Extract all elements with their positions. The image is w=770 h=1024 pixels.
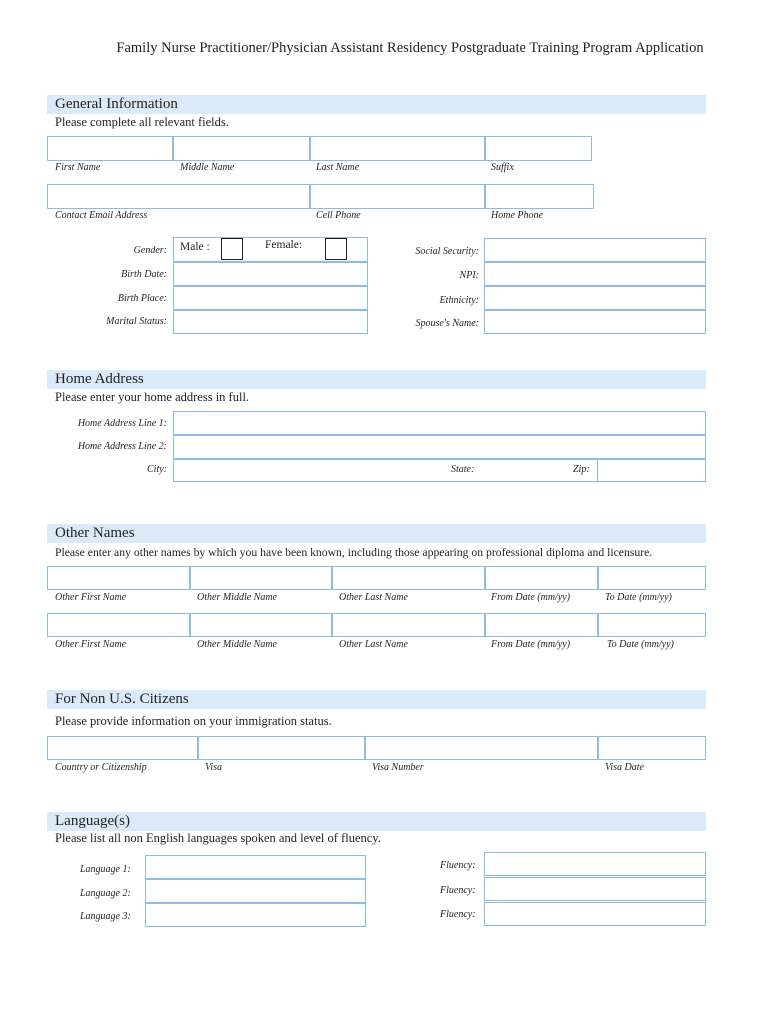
other-to-date-field[interactable] (598, 566, 706, 590)
npi-label: NPI: (459, 270, 479, 281)
other-last-name-field[interactable] (332, 566, 485, 590)
address-line1-label: Home Address Line 1: (77, 418, 167, 429)
middle-name-field[interactable] (173, 136, 310, 161)
other-last-name-field[interactable] (332, 613, 485, 637)
general-instruction: Please complete all relevant fields. (55, 115, 229, 129)
section-header-other-names (47, 524, 706, 543)
section-header-general (47, 95, 706, 114)
other-to-date-label: To Date (mm/yy) (607, 639, 674, 650)
language-3-label: Language 3: (80, 911, 131, 922)
language-3-field[interactable] (145, 903, 366, 927)
birth-place-label: Birth Place: (117, 293, 167, 304)
section-title-languages: Language(s) (55, 813, 130, 829)
home-phone-field[interactable] (485, 184, 594, 209)
other-middle-name-label: Other Middle Name (197, 639, 277, 650)
other-middle-name-field[interactable] (190, 613, 332, 637)
other-from-date-field[interactable] (485, 613, 598, 637)
address-line1-field[interactable] (173, 411, 706, 435)
other-from-date-field[interactable] (485, 566, 598, 590)
contact-email-field[interactable] (47, 184, 310, 209)
marital-status-label: Marital Status: (106, 316, 167, 327)
other-from-date-label: From Date (mm/yy) (491, 639, 571, 650)
fluency-2-field[interactable] (484, 877, 706, 901)
male-checkbox[interactable] (221, 238, 243, 260)
section-title-home-address: Home Address (55, 371, 144, 387)
last-name-label: Last Name (316, 162, 360, 173)
section-title-general: General Information (55, 96, 178, 112)
last-name-field[interactable] (310, 136, 485, 161)
other-first-name-field[interactable] (47, 613, 190, 637)
visa-number-field[interactable] (365, 736, 598, 760)
ethnicity-field[interactable] (484, 286, 706, 310)
visa-date-label: Visa Date (605, 762, 644, 773)
section-header-home-address (47, 370, 706, 389)
section-title-other-names: Other Names (55, 525, 135, 541)
section-title-non-us: For Non U.S. Citizens (55, 691, 189, 707)
other-last-name-label: Other Last Name (339, 592, 408, 603)
fluency-3-label: Fluency: (440, 909, 476, 920)
spouse-name-field[interactable] (484, 310, 706, 334)
language-1-label: Language 1: (80, 864, 131, 875)
address-line2-field[interactable] (173, 435, 706, 459)
city-field[interactable] (173, 459, 706, 482)
contact-email-label: Contact Email Address (55, 210, 148, 221)
zip-label: Zip: (573, 464, 590, 475)
country-citizenship-label: Country or Citizenship (55, 762, 147, 773)
other-to-date-label: To Date (mm/yy) (605, 592, 672, 603)
visa-label: Visa (205, 762, 223, 773)
city-label: City: (147, 464, 167, 475)
languages-instruction: Please list all non English languages spoken and level of fluency. (55, 831, 381, 845)
social-security-field[interactable] (484, 238, 706, 262)
middle-name-label: Middle Name (180, 162, 235, 173)
section-header-non-us (47, 690, 706, 709)
fluency-2-label: Fluency: (440, 885, 476, 896)
first-name-label: First Name (55, 162, 101, 173)
home-address-instruction: Please enter your home address in full. (55, 390, 250, 404)
section-header-languages (47, 812, 706, 831)
language-2-label: Language 2: (80, 888, 131, 899)
suffix-label: Suffix (491, 162, 514, 173)
npi-field[interactable] (484, 262, 706, 286)
country-citizenship-field[interactable] (47, 736, 198, 760)
other-from-date-label: From Date (mm/yy) (491, 592, 571, 603)
other-first-name-label: Other First Name (55, 592, 127, 603)
fluency-3-field[interactable] (484, 902, 706, 926)
other-first-name-label: Other First Name (55, 639, 127, 650)
home-phone-label: Home Phone (491, 210, 543, 221)
visa-number-label: Visa Number (372, 762, 424, 773)
female-label: Female: (265, 239, 303, 251)
other-last-name-label: Other Last Name (339, 639, 408, 650)
zip-divider (597, 459, 598, 482)
first-name-field[interactable] (47, 136, 173, 161)
other-first-name-field[interactable] (47, 566, 190, 590)
gender-label: Gender: (133, 245, 167, 256)
other-to-date-field[interactable] (598, 613, 706, 637)
state-label: State: (451, 464, 475, 475)
birth-date-label: Birth Date: (121, 269, 167, 280)
spouse-name-label: Spouse's Name: (415, 318, 479, 329)
language-2-field[interactable] (145, 879, 366, 903)
fluency-1-label: Fluency: (440, 860, 476, 871)
male-label: Male : (180, 241, 210, 253)
cell-phone-label: Cell Phone (316, 210, 361, 221)
page-title: Family Nurse Practitioner/Physician Assistant Residency Postgraduate Training Program Application (116, 40, 704, 56)
other-middle-name-label: Other Middle Name (197, 592, 277, 603)
other-names-instruction: Please enter any other names by which you have been known, including those appearing on professional diploma and licensure. (55, 546, 653, 559)
suffix-field[interactable] (485, 136, 592, 161)
visa-field[interactable] (198, 736, 365, 760)
other-middle-name-field[interactable] (190, 566, 332, 590)
cell-phone-field[interactable] (310, 184, 485, 209)
ethnicity-label: Ethnicity: (439, 295, 479, 306)
visa-date-field[interactable] (598, 736, 706, 760)
language-1-field[interactable] (145, 855, 366, 879)
social-security-label: Social Security: (415, 246, 479, 257)
fluency-1-field[interactable] (484, 852, 706, 876)
non-us-instruction: Please provide information on your immigration status. (55, 714, 332, 728)
address-line2-label: Home Address Line 2: (77, 441, 167, 452)
